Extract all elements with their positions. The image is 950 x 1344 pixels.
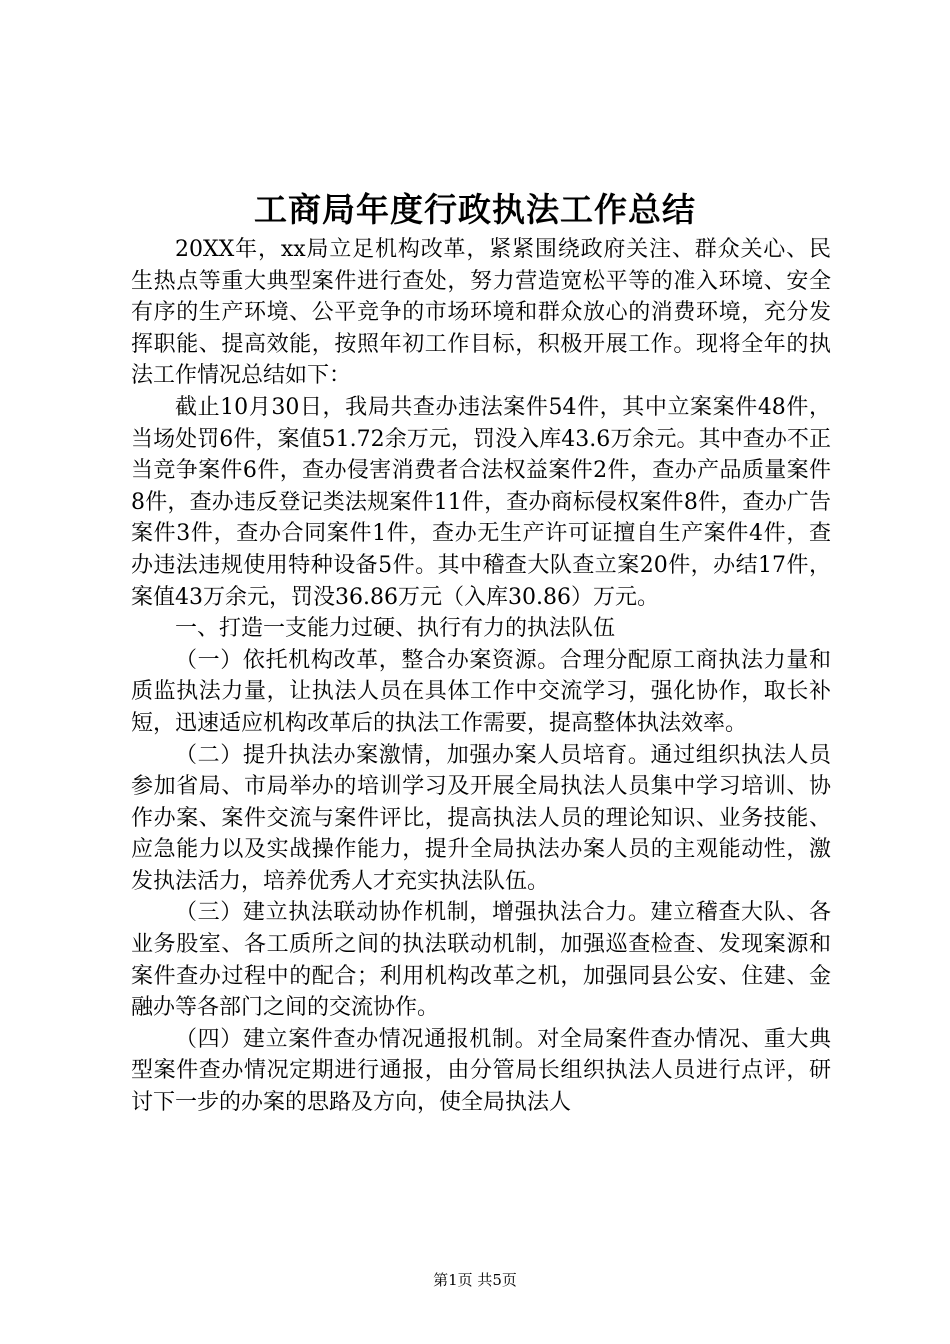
page-indicator: 第1页 共5页 xyxy=(433,1271,517,1289)
page-footer xyxy=(0,1269,950,1290)
paragraph-item-4: （四）建立案件查办情况通报机制。对全局案件查办情况、重大典型案件查办情况定期进行通报，由分管局长组织执法人员进行点评，研讨下一步的办案的思路及方向，使全局执法人 xyxy=(131,1026,831,1116)
paragraph-item-1: （一）依托机构改革，整合办案资源。合理分配原工商执法力量和质监执法力量，让执法人员在具体工作中交流学习，强化协作，取长补短，迅速适应机构改革后的执法工作需要，提高整体执法效率。 xyxy=(131,647,831,736)
paragraph-item-3: （三）建立执法联动协作机制，增强执法合力。建立稽查大队、各业务股室、各工质所之间的执法联动机制，加强巡查检查、发现案源和案件查办过程中的配合；利用机构改革之机，加强同县公安、住建、金融办等各部门之间的交流协作。 xyxy=(131,900,831,1021)
section-heading-1: 一、打造一支能力过硬、执行有力的执法队伍 xyxy=(175,616,616,642)
document-body xyxy=(131,234,831,1119)
paragraph-item-2: （二）提升执法办案激情，加强办案人员培育。通过组织执法人员参加省局、市局举办的培训学习及开展全局执法人员集中学习培训、协作办案、案件交流与案件评比，提高执法人员的理论知识、业务技能、应急能力以及实战操作能力，提升全局执法办案人员的主观能动性，激发执法活力，培养优秀人才充实执法队伍。 xyxy=(131,742,831,894)
paragraph-intro: 20XX年，xx局立足机构改革，紧紧围绕政府关注、群众关心、民生热点等重大典型案件进行查处，努力营造宽松平等的准入环境、安全有序的生产环境、公平竞争的市场环境和群众放心的消费环境，充分发挥职能、提高效能，按照年初工作目标，积极开展工作。现将全年的执法工作情况总结如下： xyxy=(131,237,831,389)
paragraph-statistics: 截止10月30日，我局共查办违法案件54件，其中立案案件48件，当场处罚6件，案值51.72余万元，罚没入库43.6万余元。其中查办不正当竞争案件6件，查办侵害消费者合法权益案件2件，查办产品质量案件8件，查办违反登记类法规案件11件，查办商标侵权案件8件，查办广告案件3件，查办合同案件1件，查办无生产许可证擅自生产案件4件，查办违法违规使用特种设备5件。其中稽查大队查立案20件，办结17件，案值43万余元，罚没36.86万元（入库30.86）万元。 xyxy=(131,394,831,610)
document-title: 工商局年度行政执法工作总结 xyxy=(254,190,696,229)
